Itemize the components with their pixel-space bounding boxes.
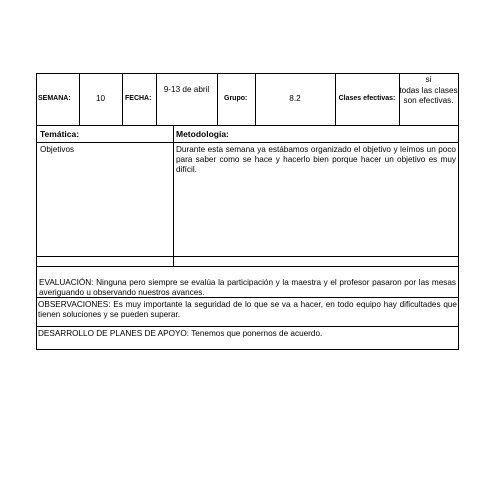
fecha-value: 9-13 de abril bbox=[163, 85, 210, 94]
observaciones-text: OBSERVACIONES: Es muy importante la seguridad de lo que se va a hacer, en todo equipo hay dificultades que tienen soluciones y se pueden superar. bbox=[38, 300, 457, 319]
divider bbox=[37, 256, 458, 257]
divider bbox=[37, 297, 458, 298]
metodologia-text: Durante esta semana ya estábamos organizado el objetivo y leímos un poco para saber como se hace y hacerlo bien porque hacer un objetivo es muy difícil. bbox=[176, 145, 456, 174]
clases-efectivas-value: si todas las clases son efectivas. bbox=[399, 75, 458, 105]
divider bbox=[37, 326, 458, 327]
divider bbox=[156, 74, 157, 125]
evaluacion-text: EVALUACIÓN: Ninguna pero siempre se evalúa la participación y la maestra y el profesor pasaron por las mesas averiguando u observando nuestros avances. bbox=[39, 278, 456, 297]
grupo-label: Grupo: bbox=[224, 95, 248, 102]
divider bbox=[37, 266, 458, 267]
fecha-label: FECHA: bbox=[125, 95, 152, 102]
weekly-report-form bbox=[36, 73, 459, 350]
clases-efectivas-label: Clases efectivas: bbox=[338, 95, 396, 102]
desarrollo-text: DESARROLLO DE PLANES DE APOYO: Tenemos que ponernos de acuerdo. bbox=[38, 329, 323, 338]
divider bbox=[37, 142, 458, 143]
objetivos-label: Objetivos bbox=[40, 145, 75, 154]
metodologia-label: Metodología: bbox=[176, 129, 229, 139]
divider bbox=[122, 74, 123, 125]
semana-value: 10 bbox=[95, 94, 106, 103]
divider bbox=[217, 74, 218, 125]
divider bbox=[173, 125, 174, 266]
semana-label: SEMANA: bbox=[38, 95, 71, 102]
divider bbox=[37, 125, 458, 126]
tematica-label: Temática: bbox=[40, 129, 80, 139]
grupo-value: 8.2 bbox=[289, 94, 301, 103]
